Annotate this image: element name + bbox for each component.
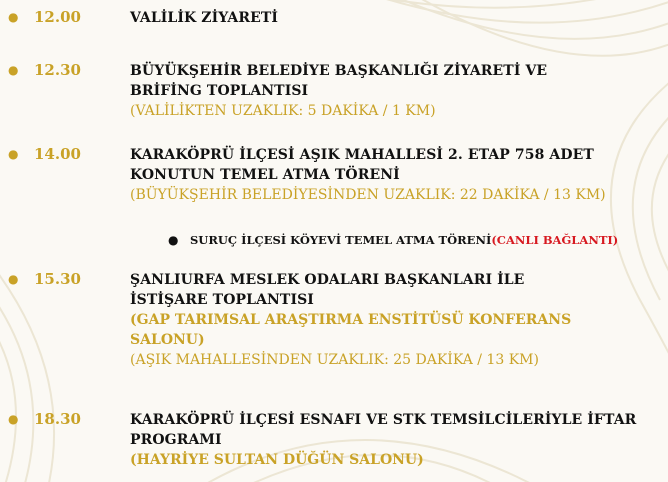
bullet-icon: ● [8,63,19,77]
bullet-icon: ● [8,412,19,426]
bullet-icon: ● [8,272,19,286]
entry-title-line-2: KONUTUN TEMEL ATMA TÖRENİ [130,167,400,183]
entry-title-line-1: KARAKÖPRÜ İLÇESİ AŞIK MAHALLESİ 2. ETAP 758 ADET [130,147,594,163]
entry-venue-line-1: (GAP TARIMSAL ARAŞTIRMA ENSTİTÜSÜ KONFERANS [130,312,572,328]
bullet-icon: ● [8,10,19,24]
sub-bullet-icon: ● [168,233,179,247]
entry-time: 18.30 [34,410,81,428]
entry-title-line-2: BRİFİNG TOPLANTISI [130,83,309,99]
entry-time: 12.30 [34,61,81,79]
bullet-icon: ● [8,147,19,161]
live-link-label: (CANLI BAĞLANTI) [491,233,619,247]
entry-title-line-2: PROGRAMI [130,432,222,448]
entry-title-line-2: İSTİŞARE TOPLANTISI [130,292,314,308]
entry-title: VALİLİK ZİYARETİ [130,10,279,26]
entry-title-line-1: ŞANLIURFA MESLEK ODALARI BAŞKANLARI İLE [130,272,525,288]
entry-distance: (AŞIK MAHALLESİNDEN UZAKLIK: 25 DAKİKA / 13 KM) [130,352,539,368]
entry-time: 12.00 [34,8,81,26]
entry-distance: (VALİLİKTEN UZAKLIK: 5 DAKİKA / 1 KM) [130,103,436,119]
entry-venue-line-1: (HAYRİYE SULTAN DÜĞÜN SALONU) [130,452,424,468]
entry-time: 15.30 [34,270,81,288]
sub-item-text: SURUÇ İLÇESİ KÖYEVİ TEMEL ATMA TÖRENİ [190,233,492,247]
entry-distance: (BÜYÜKŞEHİR BELEDİYESİNDEN UZAKLIK: 22 DAKİKA / 13 KM) [130,187,606,203]
entry-time: 14.00 [34,145,81,163]
entry-title-line-1: KARAKÖPRÜ İLÇESİ ESNAFI VE STK TEMSİLCİLERİYLE İFTAR [130,412,637,428]
entry-venue-line-2: SALONU) [130,332,205,348]
entry-title-line-1: BÜYÜKŞEHİR BELEDİYE BAŞKANLIĞI ZİYARETİ VE [130,63,548,79]
